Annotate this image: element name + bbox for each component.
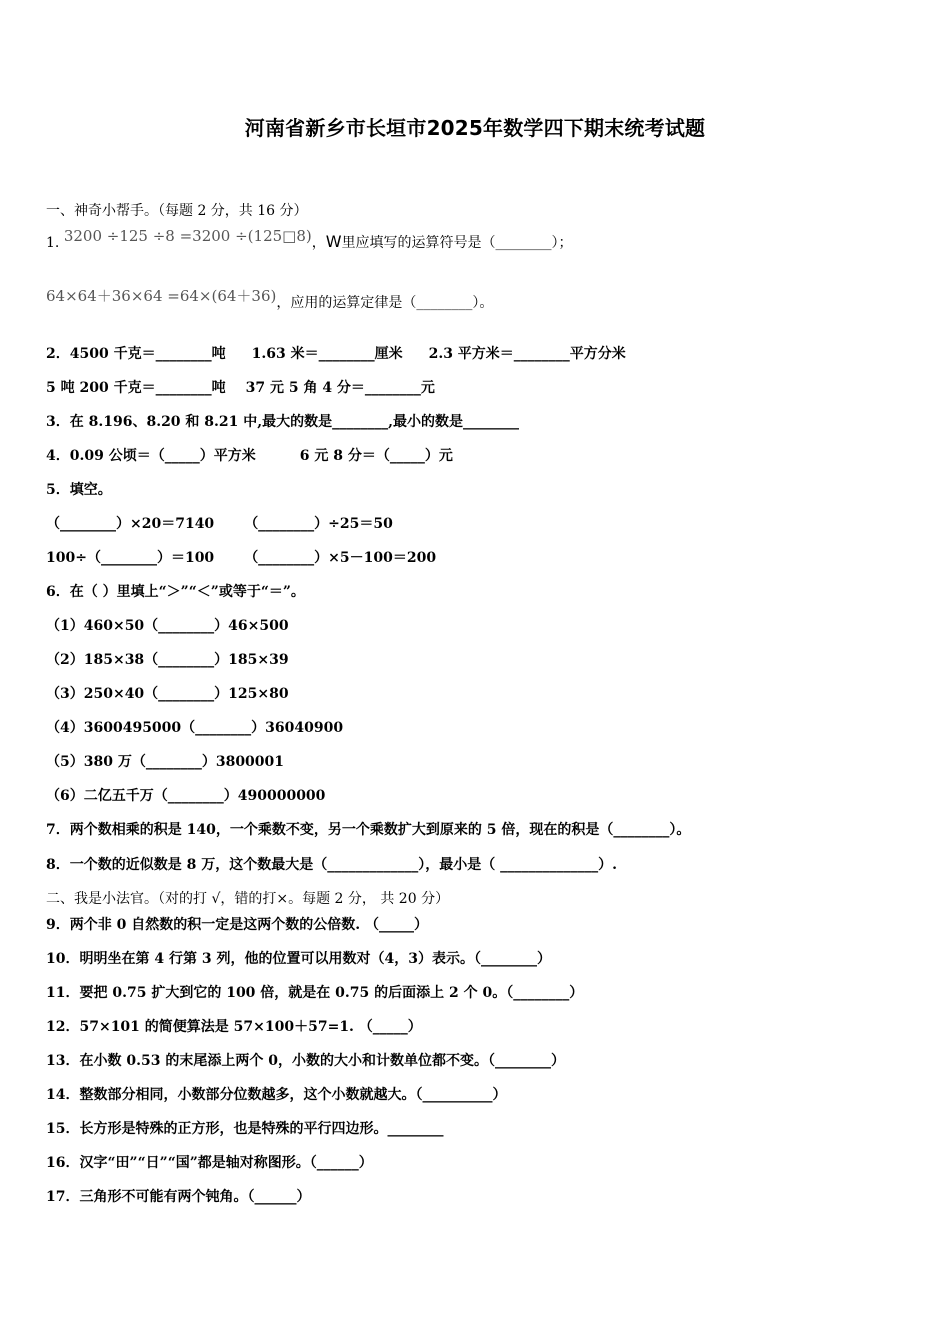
question-1-line-2 <box>46 287 494 313</box>
true-false-item: 13．在小数 0.53 的末尾添上两个 0，小数的大小和计数单位都不变。（________） <box>46 1053 565 1069</box>
question-5-item-c: 100÷（________）＝100 <box>46 550 215 566</box>
question-8: 8．一个数的近似数是 8 万，这个数最大是（_____________），最小是（ ______________）. <box>46 857 617 873</box>
question-2-line-1 <box>46 344 626 364</box>
true-false-item: 16．汉字“田”“日”“国”都是轴对称图形。（______） <box>46 1155 373 1171</box>
question-7: 7．两个数相乘的积是 140，一个乘数不变，另一个乘数扩大到原来的 5 倍，现在的积是（________）。 <box>46 822 691 838</box>
true-false-item: 14．整数部分相同，小数部分位数越多，这个小数就越大。（__________） <box>46 1087 507 1103</box>
question-1-symbol: W <box>325 232 342 251</box>
true-false-item: 10．明明坐在第 4 行第 3 列，他的位置可以用数对（4，3）表示。（________） <box>46 951 551 967</box>
question-1-comma: ， <box>311 235 326 251</box>
section-2-heading: 二、我是小法官。（对的打 √，错的打×。每题 2 分， 共 20 分） <box>46 891 450 907</box>
true-false-item: 17．三角形不可能有两个钝角。（______） <box>46 1189 311 1205</box>
true-false-item: 12．57×101 的简便算法是 57×100＋57=1. （_____） <box>46 1019 422 1035</box>
question-6-item: （1）460×50（________）46×500 <box>46 618 289 634</box>
question-6-item: （6）二亿五千万（________）490000000 <box>46 788 326 804</box>
question-2-item-c: 2.3 平方米＝________平方分米 <box>428 346 626 362</box>
true-false-item: 15．长方形是特殊的正方形，也是特殊的平行四边形。________ <box>46 1121 444 1137</box>
page-title: 河南省新乡市长垣市2025年数学四下期末统考试题 <box>244 116 706 140</box>
question-3: 3．在 8.196、8.20 和 8.21 中,最大的数是________,最小的数是________ <box>46 414 520 430</box>
question-2-item-e: 37 元 5 角 4 分＝________元 <box>245 380 435 396</box>
question-1-text-2: 里应填写的运算符号是（________）； <box>341 235 573 251</box>
question-6-item: （4）3600495000（________）36040900 <box>46 720 344 736</box>
question-2-line-2 <box>46 378 435 398</box>
question-4-item-a: 4．0.09 公顷＝（_____）平方米 <box>46 448 256 464</box>
true-false-item: 11．要把 0.75 扩大到它的 100 倍，就是在 0.75 的后面添上 2 个 0。（________） <box>46 985 584 1001</box>
question-6-heading: 6．在（ ）里填上“＞”“＜”或等于“＝”。 <box>46 584 305 600</box>
question-1-expression-2: 64×64＋36×64 =64×(64＋36) <box>46 287 277 305</box>
question-5-heading: 5．填空。 <box>46 482 112 498</box>
question-5-line-2 <box>46 548 436 568</box>
question-1-number: 1. <box>46 235 60 251</box>
question-2-item-d: 5 吨 200 千克＝________吨 <box>46 380 226 396</box>
question-2-number: 2． <box>46 346 70 362</box>
question-4 <box>46 446 453 466</box>
question-5-item-a: （________）×20＝7140 <box>46 516 215 532</box>
question-6-item: （5）380 万（________）3800001 <box>46 754 285 770</box>
question-5-line-1 <box>46 514 393 534</box>
question-4-item-b: 6 元 8 分＝（_____）元 <box>299 448 453 464</box>
section-1-heading: 一、神奇小帮手。（每题 2 分，共 16 分） <box>46 203 308 219</box>
question-1-expression-1: 3200 ÷125 ÷8 =3200 ÷(125□8) <box>63 227 312 245</box>
question-2-item-a: 4500 千克＝________吨 <box>69 346 226 362</box>
question-2-item-b: 1.63 米＝________厘米 <box>251 346 403 362</box>
question-5-item-b: （________）÷25＝50 <box>244 516 393 532</box>
question-6-item: （3）250×40（________）125×80 <box>46 686 289 702</box>
question-6-item: （2）185×38（________）185×39 <box>46 652 289 668</box>
question-1-text-3: ，应用的运算定律是（________）。 <box>276 295 494 311</box>
true-false-item: 9．两个非 0 自然数的积一定是这两个数的公倍数. （_____） <box>46 917 428 933</box>
question-1-line-1 <box>46 227 573 253</box>
question-5-item-d: （________）×5－100＝200 <box>244 550 437 566</box>
